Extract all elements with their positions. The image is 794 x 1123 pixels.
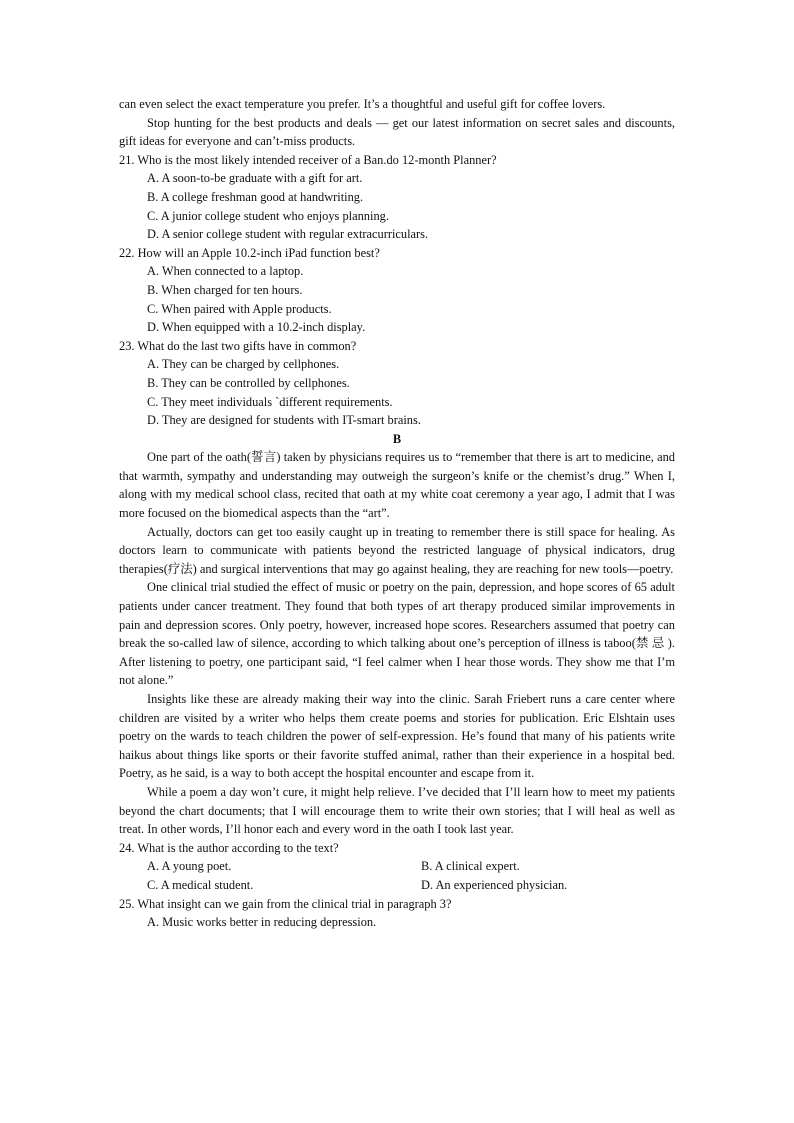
passage-a-closing-paragraph: Stop hunting for the best products and deals — get our latest information on secret sales and discounts, gift ideas for everyone and can’t-miss products. — [119, 115, 675, 149]
passage-b-paragraph-1: One part of the oath(誓言) taken by physicians requires us to “remember that there is art to medicine, and that warmth, sympathy and understanding may outweigh the surgeon’s knife or the chemist’s drug.” When I, along with my medical school class, recited that oath at my white coat ceremony a year ago, I admit that I was more focused on the biomedical aspects than the “art”. — [119, 450, 675, 521]
question-stem: 22. How will an Apple 10.2-inch iPad function best? — [119, 245, 380, 260]
option-a: A. They can be charged by cellphones. — [147, 357, 340, 372]
option-d: D. When equipped with a 10.2-inch display. — [147, 320, 366, 335]
option-a: A. A young poet. — [147, 859, 232, 874]
option-d: D. A senior college student with regular extracurriculars. — [147, 227, 429, 242]
question-24 — [119, 839, 675, 895]
option-c: C. When paired with Apple products. — [147, 301, 332, 316]
question-23 — [119, 337, 675, 430]
option-a: A. A soon-to-be graduate with a gift for art. — [147, 171, 363, 186]
passage-b-paragraph-2: Actually, doctors can get too easily caught up in treating to remember there is still space for healing. As doctors learn to communicate with patients beyond the restricted language of physical indicators, drug therapies(疗法) and surgical interventions that may go against healing, they are reaching for new tools—poetry. — [119, 524, 675, 576]
question-stem: 23. What do the last two gifts have in common? — [119, 338, 357, 353]
question-stem: 24. What is the author according to the text? — [119, 840, 339, 855]
passage-b-paragraph-3: One clinical trial studied the effect of music or poetry on the pain, depression, and hope scores of 65 adult patients under cancer treatment. They found that both types of art therapy produced similar improvements in pain and depression scores. Only poetry, however, increased hope scores. Researchers assumed that poetry can break the so-called law of silence, according to which talking about one’s perception of illness is taboo(禁 忌 ). After listening to poetry, one participant said, “I feel calmer when I hear those words. They show me that I’m not alone.” — [119, 580, 675, 688]
options-row — [119, 876, 675, 895]
passage-b-paragraph-4: Insights like these are already making their way into the clinic. Sarah Friebert runs a care center where children are visited by a writer who helps them create poems and stories for publication. Eric Elshtain uses poetry on the wards to teach children the power of self-expression. He’s found that many of his patients write haikus about things like sports or their favorite stuffed animal, rather than their experience in a hospital bed. Poetry, as he said, is a way to both accept the hospital encounter and escape from it. — [119, 692, 675, 781]
option-b: B. They can be controlled by cellphones. — [147, 375, 350, 390]
options-row — [119, 857, 675, 876]
option-b: B. A college freshman good at handwriting. — [147, 189, 364, 204]
passage-a-tail-line: can even select the exact temperature you prefer. It’s a thoughtful and useful gift for coffee lovers. — [119, 97, 606, 111]
document-page — [119, 95, 675, 932]
passage-b-paragraph-5: While a poem a day won’t cure, it might help relieve. I’ve decided that I’ll learn how to meet my patients beyond the chart documents; that I will encourage them to write their own stories; that I will heal as well as treat. In other words, I’ll honor each and every word in the oath I took last year. — [119, 784, 675, 837]
option-b: B. When charged for ten hours. — [147, 282, 303, 297]
question-21 — [119, 151, 675, 244]
option-c: C. A junior college student who enjoys planning. — [147, 208, 389, 223]
option-d: D. They are designed for students with IT-smart brains. — [147, 413, 421, 428]
option-d: D. An experienced physician. — [421, 877, 568, 892]
option-a: A. Music works better in reducing depression. — [147, 915, 377, 930]
option-c: C. A medical student. — [147, 877, 254, 892]
question-stem: 21. Who is the most likely intended receiver of a Ban.do 12-month Planner? — [119, 152, 497, 167]
option-b: B. A clinical expert. — [421, 859, 520, 874]
question-22 — [119, 244, 675, 337]
option-c: C. They meet individuals ˋdifferent requirements. — [147, 394, 393, 409]
question-25 — [119, 895, 675, 932]
question-stem: 25. What insight can we gain from the clinical trial in paragraph 3? — [119, 896, 452, 911]
option-a: A. When connected to a laptop. — [147, 264, 304, 279]
section-heading: B — [392, 431, 402, 446]
